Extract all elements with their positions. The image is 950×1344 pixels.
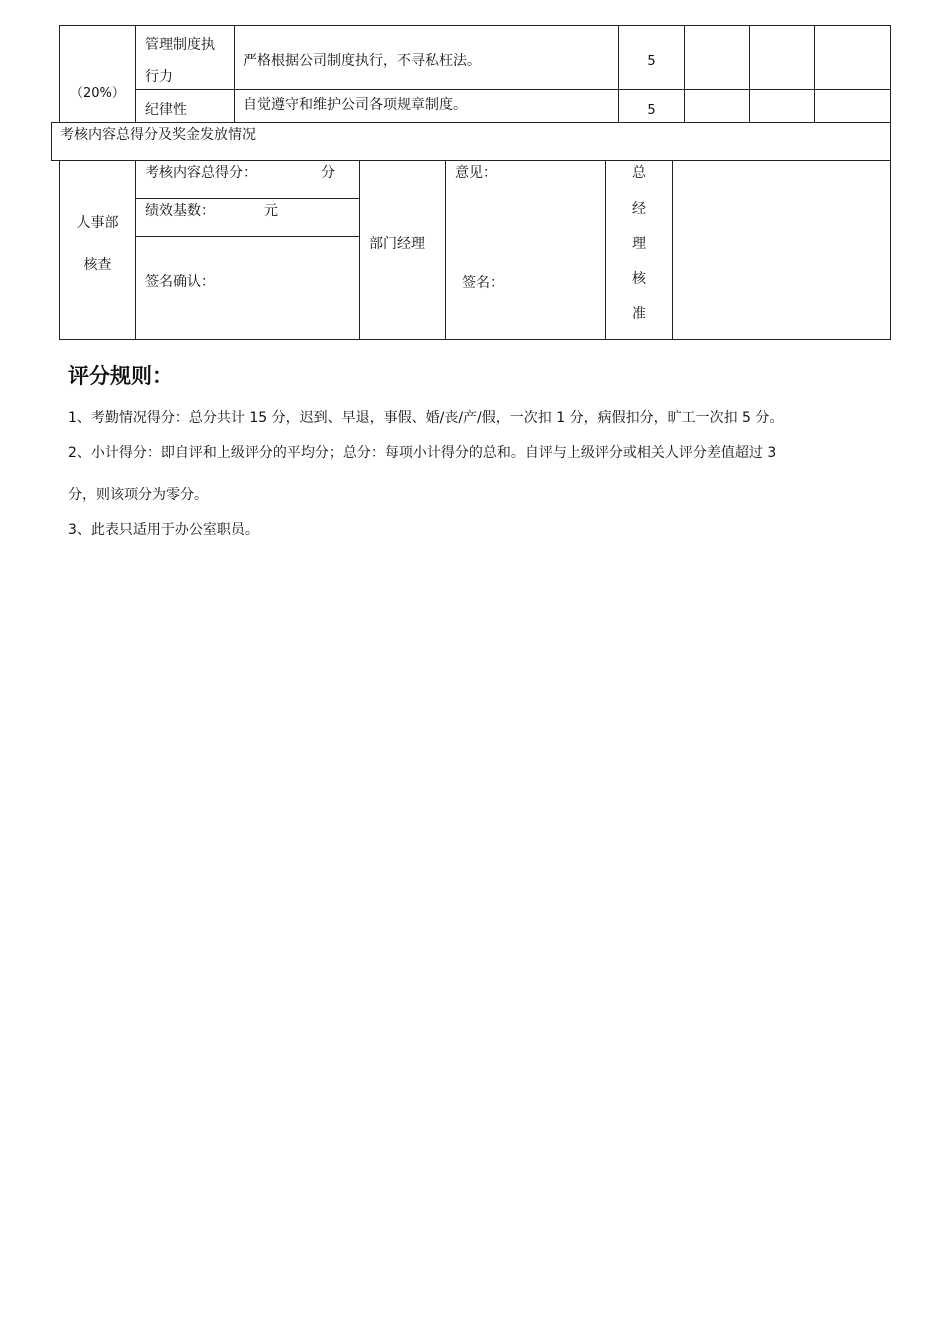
- row-divider: [135, 236, 359, 237]
- col-divider: [234, 25, 235, 123]
- hr-review-label: 核查: [83, 257, 112, 273]
- sign-confirm-label: 签名确认：: [145, 274, 215, 290]
- gm-approve-char: 经: [632, 201, 646, 217]
- table-border-bottom: [59, 339, 891, 340]
- hr-review-label: 人事部: [76, 215, 119, 231]
- col-divider: [135, 160, 136, 340]
- row-divider: [135, 198, 359, 199]
- item-standard: 严格根据公司制度执行，不寻私枉法。: [243, 53, 481, 69]
- item-name: 管理制度执: [145, 37, 215, 53]
- rule-item: 1、考勤情况得分：总分共计 15 分，迟到、早退，事假、婚/丧/产/假，一次扣 1 分，病假扣分，旷工一次扣 5 分。: [68, 410, 784, 426]
- box-border-left: [51, 122, 52, 161]
- gm-approve-char: 理: [632, 236, 646, 252]
- item-score: 5: [647, 54, 656, 69]
- item-name: 行力: [145, 69, 173, 85]
- dept-manager-label: 部门经理: [369, 236, 425, 252]
- rule-item: 3、此表只适用于办公室职员。: [68, 522, 259, 538]
- col-divider: [135, 25, 136, 123]
- table-border-left: [59, 160, 60, 340]
- gm-approve-char: 核: [632, 271, 646, 287]
- total-score-unit: 分: [321, 165, 335, 181]
- col-divider: [749, 25, 750, 123]
- summary-header: 考核内容总得分及奖金发放情况: [60, 127, 256, 143]
- item-score: 5: [647, 103, 656, 118]
- opinion-label: 意见：: [455, 165, 497, 181]
- gm-approve-char: 总: [632, 165, 646, 181]
- item-standard: 自觉遵守和维护公司各项规章制度。: [243, 97, 467, 113]
- rules-title: 评分规则：: [68, 364, 173, 388]
- table-border-top: [59, 25, 891, 26]
- box-border-right: [890, 122, 891, 161]
- table-border-right: [890, 160, 891, 340]
- col-divider: [814, 25, 815, 123]
- category-weight: （20%）: [70, 86, 125, 101]
- col-divider: [445, 160, 446, 340]
- col-divider: [684, 25, 685, 123]
- item-name: 纪律性: [145, 102, 187, 118]
- gm-approve-char: 准: [632, 306, 646, 322]
- rule-item: 2、小计得分：即自评和上级评分的平均分；总分：每项小计得分的总和。自评与上级评分或相关人评分差值超过 3: [68, 445, 777, 461]
- table-border-right: [890, 25, 891, 123]
- rule-item: 分，则该项分为零分。: [68, 487, 208, 503]
- row-divider: [135, 89, 891, 90]
- total-score-label: 考核内容总得分：: [145, 165, 257, 181]
- table-border-left: [59, 25, 60, 123]
- base-amount-unit: 元: [264, 203, 278, 219]
- box-border-top: [51, 122, 891, 123]
- base-amount-label: 绩效基数：: [145, 203, 215, 219]
- signature-label: 签名：: [462, 275, 504, 291]
- box-border-bottom: [51, 160, 891, 161]
- col-divider: [359, 160, 360, 340]
